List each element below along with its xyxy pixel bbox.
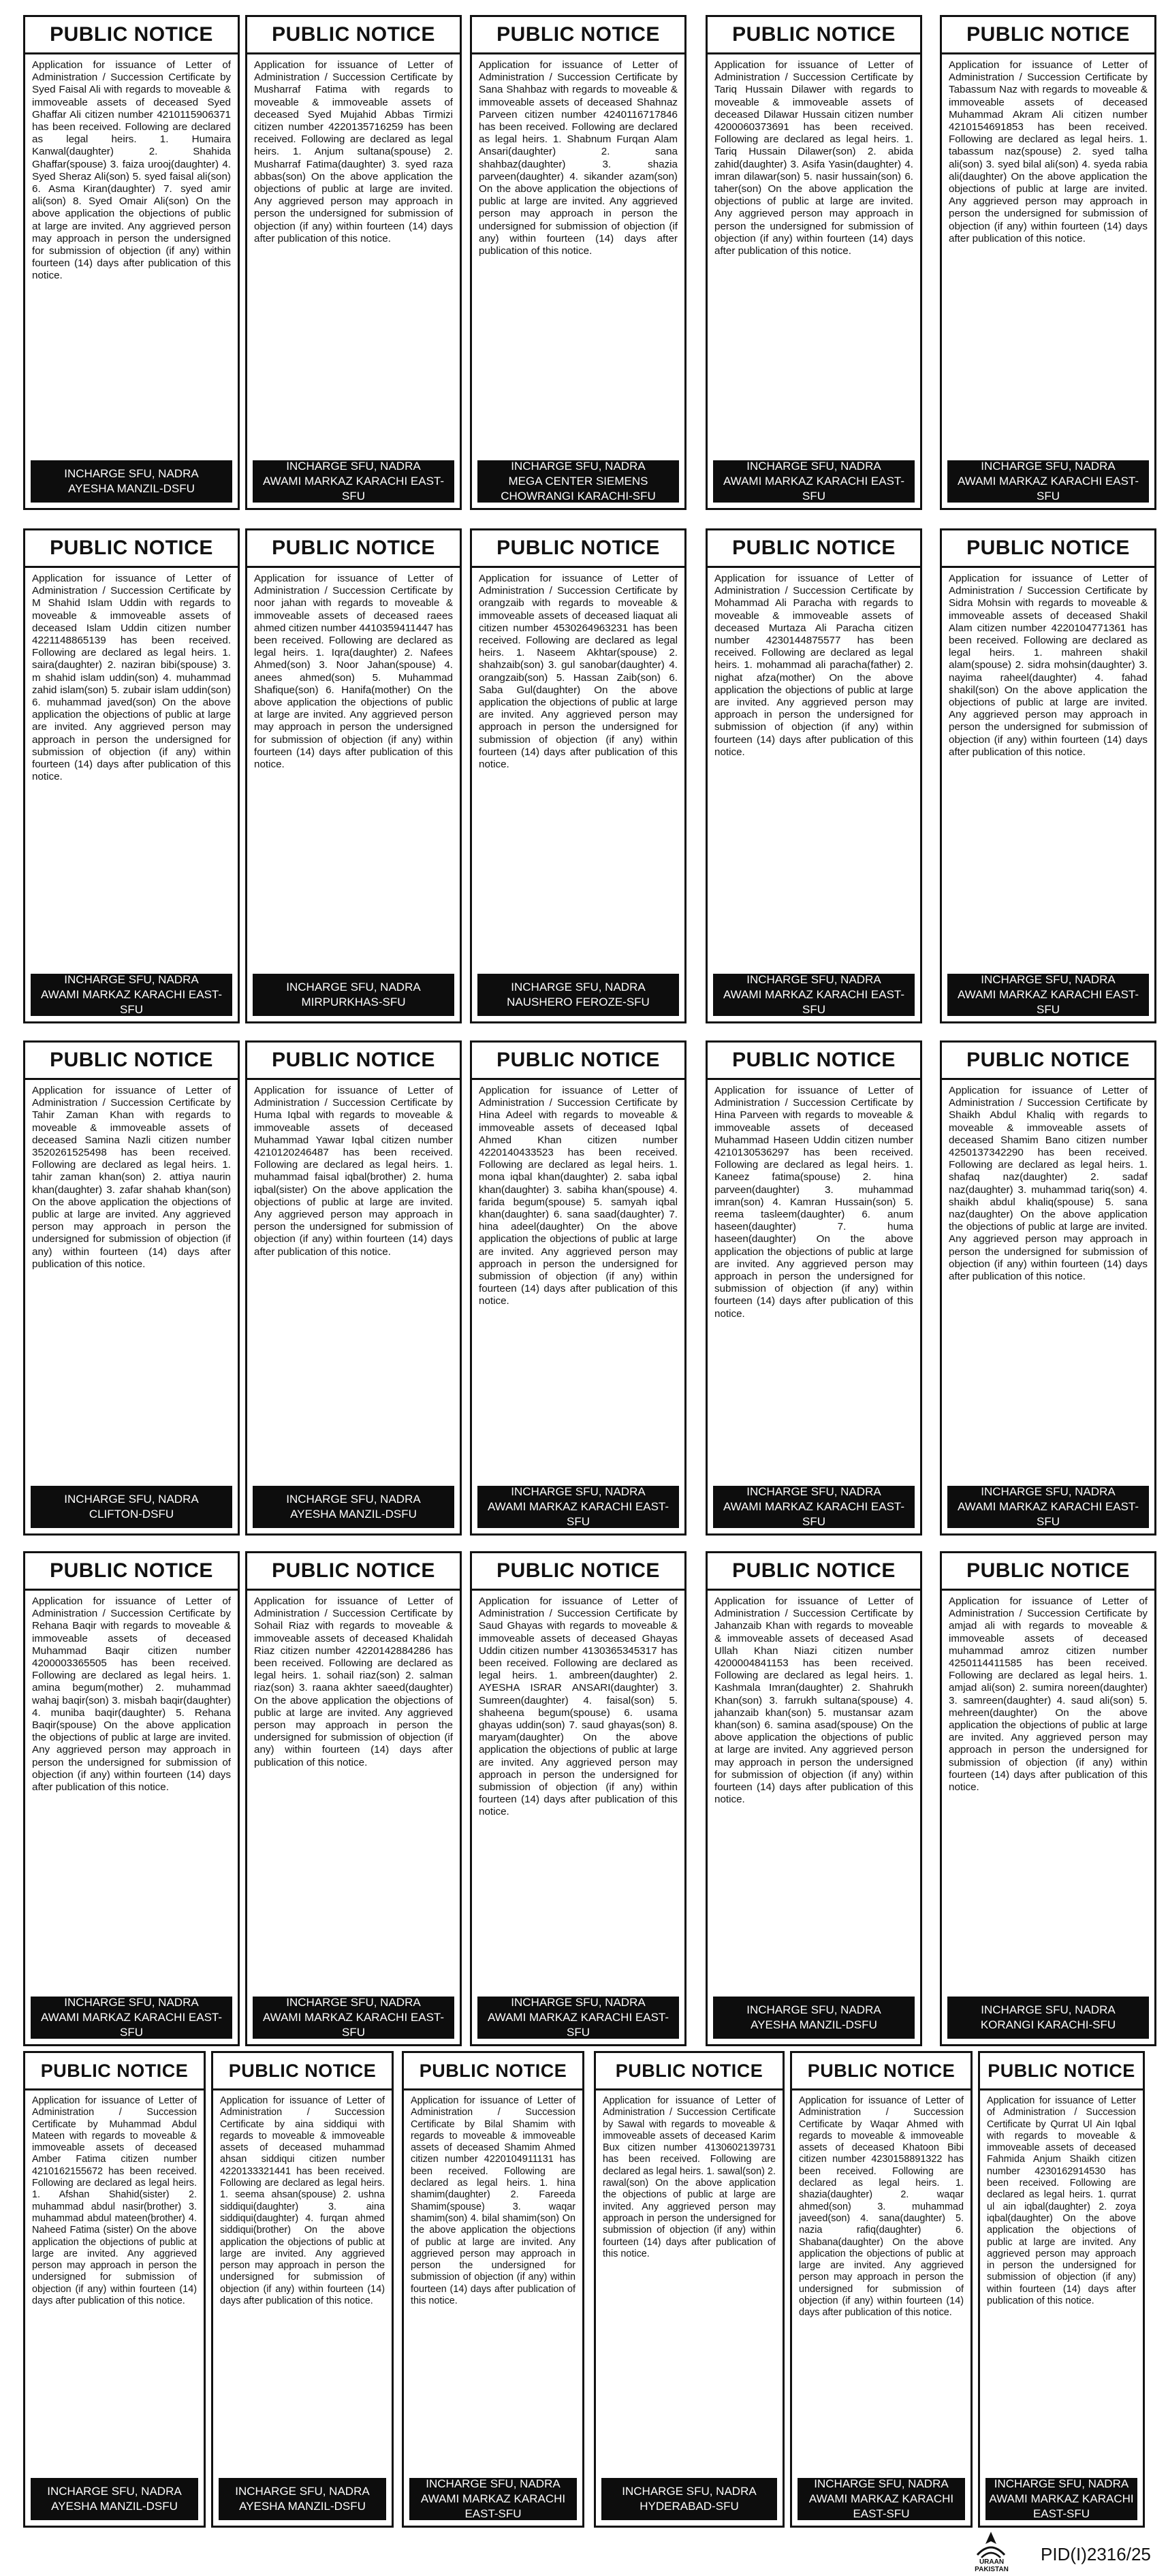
notice-footer bbox=[601, 2478, 777, 2520]
public-notice-card bbox=[978, 2051, 1145, 2528]
logo-text: URAAN PAKISTAN bbox=[975, 2558, 1009, 2573]
notice-footer-line1: INCHARGE SFU, NADRA bbox=[511, 1996, 646, 2009]
notice-title: PUBLIC NOTICE bbox=[708, 1553, 920, 1591]
public-notice-card bbox=[245, 528, 462, 1023]
notice-title: PUBLIC NOTICE bbox=[25, 17, 238, 54]
notice-footer-line1: INCHARGE SFU, NADRA bbox=[64, 973, 199, 986]
notice-title: PUBLIC NOTICE bbox=[25, 1553, 238, 1591]
notice-footer-line2: AYESHA MANZIL-DSFU bbox=[51, 2500, 178, 2513]
notice-footer-line2: AWAMI MARKAZ KARACHI EAST-SFU bbox=[262, 2011, 445, 2039]
notice-title: PUBLIC NOTICE bbox=[247, 17, 460, 54]
notice-title: PUBLIC NOTICE bbox=[792, 2053, 970, 2090]
notice-footer bbox=[31, 974, 232, 1016]
notice-title: PUBLIC NOTICE bbox=[25, 530, 238, 568]
notice-footer-line1: INCHARGE SFU, NADRA bbox=[64, 1996, 199, 2009]
notice-footer-line1: INCHARGE SFU, NADRA bbox=[511, 460, 646, 473]
notice-footer-line2: AWAMI MARKAZ KARACHI EAST-SFU bbox=[957, 1500, 1139, 1528]
pid-number: PID(I)2316/25 bbox=[1041, 2544, 1151, 2564]
public-notice-card bbox=[245, 15, 462, 510]
notice-body: Application for issuance of Letter of Administration / Succession Certificate by Mohammad Ali Paracha with regards to moveable & immoveable assets of deceased Murtaza Ali Paracha citizen number 4230144875577 has been received. Following are declared as legal heirs. 1. mohammad ali paracha(father) 2. nighat afza(mother) On the above application the objections of public at large are invited. Any aggrieved person may approach in person the undersigned for submission of objection (if any) within fourteen (14) days after publication of this notice. bbox=[714, 573, 913, 758]
notice-body: Application for issuance of Letter of Administration / Succession Certificate by Sidra Mohsin with regards to moveable & immoveable assets of deceased Shakil Alam citizen number 4220104771361 has been received. Following are declared as legal heirs. 1. mahreen shakil alam(spouse) 2. sidra mohsin(daughter) 3. nayima raheel(daughter) 4. fahad shakil(son) On the above application the objections of public at large are invited. Any aggrieved person may approach in person the undersigned for submission of objection (if any) within fourteen (14) days after publication of this notice. bbox=[949, 573, 1148, 758]
notice-footer-line1: INCHARGE SFU, NADRA bbox=[746, 2003, 881, 2016]
notice-footer bbox=[477, 1997, 679, 2039]
notice-footer bbox=[477, 1486, 679, 1528]
notice-body: Application for issuance of Letter of Administration / Succession Certificate by aina siddiqui with regards to moveable & immoveable assets of deceased muhammad ahsan siddiqui citizen number 4220133321441 has been received. Following are declared as legal heirs. 1. seema ahsan(spouse) 2. ushna siddiqui(daughter) 3. aina siddiqui(daughter) 4. furqan ahmed siddiqui(brother) On the above application the objections of public at large are invited. Any aggrieved person may approach in person the undersigned for submission of objection (if any) within fourteen (14) days after publication of this notice. bbox=[220, 2095, 385, 2307]
notice-footer bbox=[713, 460, 915, 503]
notice-body: Application for issuance of Letter of Administration / Succession Certificate by Syed Faisal Ali with regards to moveable & immoveable assets of deceased Syed Ghaffar Ali citizen number 4210115906371 has been received. Following are declared as legal heirs. 1. Humaira Kanwal(daughter) 2. Shahida Ghaffar(spouse) 3. faiza urooj(daughter) 4. Syed Sheraz Ali(son) 5. syed faisal ali(son) 6. Asma Kiran(daughter) 7. syed amir ali(son) 8. Syed Omair Ali(son) On the above application the objections of public at large are invited. Any aggrieved person may approach in person the undersigned for submission of objection (if any) within fourteen (14) days after publication of this notice. bbox=[32, 59, 231, 282]
notice-footer-line2: NAUSHERO FEROZE-SFU bbox=[507, 996, 650, 1008]
notice-footer-line2: AWAMI MARKAZ KARACHI EAST-SFU bbox=[262, 475, 445, 503]
notice-footer bbox=[253, 1997, 454, 2039]
public-notice-card bbox=[23, 2051, 206, 2528]
notice-footer-line1: INCHARGE SFU, NADRA bbox=[235, 2485, 370, 2498]
notice-footer bbox=[31, 1997, 232, 2039]
notice-body: Application for issuance of Letter of Administration / Succession Certificate by orangzaib with regards to moveable & immoveable assets of deceased liaquat ali citizen number 4530264963231 has been received. Following are declared as legal heirs. 1. Naseem Akhtar(spouse) 2. shahzaib(son) 3. gul sanobar(daughter) 4. orangzaib(son) 5. Hassan Zaib(son) 6. Saba Gul(daughter) On the above application the objections of public at large are invited. Any aggrieved person may approach in person the undersigned for submission of objection (if any) within fourteen (14) days after publication of this notice. bbox=[479, 573, 678, 771]
notice-footer-line1: INCHARGE SFU, NADRA bbox=[511, 981, 646, 993]
notice-title: PUBLIC NOTICE bbox=[708, 530, 920, 568]
notice-footer-line2: MIRPURKHAS-SFU bbox=[301, 996, 406, 1008]
public-notice-card bbox=[23, 528, 240, 1023]
public-notice-card bbox=[470, 15, 686, 510]
notice-footer-line1: INCHARGE SFU, NADRA bbox=[994, 2477, 1129, 2490]
public-notice-card bbox=[706, 15, 922, 510]
public-notice-card bbox=[470, 1040, 686, 1536]
notice-title: PUBLIC NOTICE bbox=[247, 530, 460, 568]
public-notice-card bbox=[245, 1040, 462, 1536]
notice-footer bbox=[713, 1997, 915, 2039]
notice-footer-line1: INCHARGE SFU, NADRA bbox=[981, 1485, 1116, 1498]
notice-body: Application for issuance of Letter of Administration / Succession Certificate by noor jahan with regards to moveable & immoveable assets of deceased raees ahmed citizen number 4410359411447 has been received. Following are declared as legal heirs. 1. Iqra(daughter) 2. Nafees Ahmed(son) 3. Noor Jahan(spouse) 4. anees ahmed(son) 5. Muhammad Shafique(son) 6. Hanifa(mother) On the above application the objections of public at large are invited. Any aggrieved person may approach in person the undersigned for submission of objection (if any) within fourteen (14) days after publication of this notice. bbox=[254, 573, 453, 771]
notice-title: PUBLIC NOTICE bbox=[942, 1043, 1154, 1080]
notice-footer bbox=[477, 460, 679, 503]
notice-title: PUBLIC NOTICE bbox=[247, 1553, 460, 1591]
notice-title: PUBLIC NOTICE bbox=[942, 530, 1154, 568]
notice-footer bbox=[477, 974, 679, 1016]
public-notice-card bbox=[940, 1551, 1156, 2046]
public-notice-card bbox=[940, 1040, 1156, 1536]
notice-title: PUBLIC NOTICE bbox=[25, 1043, 238, 1080]
public-notice-card bbox=[706, 528, 922, 1023]
notice-footer-line1: INCHARGE SFU, NADRA bbox=[511, 1485, 646, 1498]
notice-title: PUBLIC NOTICE bbox=[404, 2053, 582, 2090]
notice-footer bbox=[798, 2478, 965, 2520]
notice-footer bbox=[947, 1997, 1149, 2039]
notice-footer bbox=[31, 1486, 232, 1528]
notice-footer-line1: INCHARGE SFU, NADRA bbox=[286, 981, 421, 993]
notice-body: Application for issuance of Letter of Administration / Succession Certificate by Jahanzaib Khan with regards to moveable & immoveable assets of deceased Asad Ullah Khan Niazi citizen number 4200004841153 has been received. Following are declared as legal heirs. 1. Kashmala Imran(daughter) 2. Shahrukh Khan(son) 3. farrukh sultana(spouse) 4. jahanzaib khan(son) 5. mustansar azam khan(son) 6. samina asad(spouse) On the above application the objections of public at large are invited. Any aggrieved person may approach in person the undersigned for submission of objection (if any) within fourteen (14) days after publication of this notice. bbox=[714, 1595, 913, 1806]
notice-body: Application for issuance of Letter of Administration / Succession Certificate by Tabassum Naz with regards to moveable & immoveable assets of deceased Muhammad Akram Ali citizen number 4210154691853 has been received. Following are declared as legal heirs. 1. tabassum naz(spouse) 2. syed talha ali(son) 3. syed bilal ali(son) 4. syeda rabia ali(daughter) On the above application the objections of public at large are invited. Any aggrieved person may approach in person the undersigned for submission of objection (if any) within fourteen (14) days after publication of this notice. bbox=[949, 59, 1148, 244]
notice-footer-line1: INCHARGE SFU, NADRA bbox=[981, 973, 1116, 986]
notice-footer-line1: INCHARGE SFU, NADRA bbox=[981, 460, 1116, 473]
notice-body: Application for issuance of Letter of Administration / Succession Certificate by Sawal with regards to moveable & immoveable assets of deceased Karim Bux citizen number 4130602139731 has been received. Following are declared as legal heirs. 1. sawal(son) 2. rawal(son) On the above application the objections of public at large are invited. Any aggrieved person may approach in person the undersigned for submission of objection (if any) within fourteen (14) days after publication of this notice. bbox=[603, 2095, 776, 2259]
notice-footer-line2: KORANGI KARACHI-SFU bbox=[980, 2018, 1116, 2031]
notice-footer bbox=[31, 2478, 198, 2520]
public-notice-card bbox=[706, 1040, 922, 1536]
notice-title: PUBLIC NOTICE bbox=[472, 530, 684, 568]
notice-body: Application for issuance of Letter of Administration / Succession Certificate by Tahir Zaman Khan with regards to moveable & immoveable assets of deceased Samina Nazli citizen number 3520261525498 has been received. Following are declared as legal heirs. 1. tahir zaman khan(son) 2. attiya naurin khan(daughter) 3. zafar shahab khan(son) On the above application the objections of public at large are invited. Any aggrieved person may approach in person the undersigned for submission of objection (if any) within fourteen (14) days after publication of this notice. bbox=[32, 1085, 231, 1270]
notice-footer-line2: AWAMI MARKAZ KARACHI EAST-SFU bbox=[723, 1500, 905, 1528]
notice-body: Application for issuance of Letter of Administration / Succession Certificate by Sohail Riaz with regards to moveable & immoveable assets of deceased Khalidah Riaz citizen number 4220142884286 has been received. Following are declared as legal heirs. 1. sohail riaz(son) 2. salman riaz(son) 3. raana akhter saeed(daughter) On the above application the objections of public at large are invited. Any aggrieved person may approach in person the undersigned for submission of objection (if any) within fourteen (14) days after publication of this notice. bbox=[254, 1595, 453, 1768]
notice-footer-line2: AWAMI MARKAZ KARACHI EAST-SFU bbox=[420, 2492, 566, 2520]
notice-title: PUBLIC NOTICE bbox=[472, 1043, 684, 1080]
public-notice-card bbox=[23, 1040, 240, 1536]
public-notice-card bbox=[790, 2051, 973, 2528]
notice-title: PUBLIC NOTICE bbox=[942, 1553, 1154, 1591]
notice-footer bbox=[985, 2478, 1137, 2520]
notice-body: Application for issuance of Letter of Administration / Succession Certificate by Musharraf Fatima with regards to moveable & immoveable assets of deceased Syed Mujahid Abbas Tirmizi citizen number 4220135716259 has been received. Following are declared as legal heirs. 1. Anjum sultana(spouse) 2. Musharraf Fatima(daughter) 3. syed raza abbas(son) On the above application the objections of public at large are invited. Any aggrieved person may approach in person the undersigned for submission of objection (if any) within fourteen (14) days after publication of this notice. bbox=[254, 59, 453, 244]
notice-footer bbox=[31, 460, 232, 503]
notice-footer-line2: AWAMI MARKAZ KARACHI EAST-SFU bbox=[957, 988, 1139, 1016]
notice-footer-line2: AWAMI MARKAZ KARACHI EAST-SFU bbox=[487, 1500, 669, 1528]
notice-footer bbox=[713, 1486, 915, 1528]
public-notice-card bbox=[23, 1551, 240, 2046]
notice-footer-line2: HYDERABAD-SFU bbox=[640, 2500, 739, 2513]
notice-footer bbox=[253, 974, 454, 1016]
notice-body: Application for issuance of Letter of Administration / Succession Certificate by Hina Adeel with regards to moveable & immoveable assets of deceased Iqbal Ahmed Khan citizen number 4220140433523 has been received. Following are declared as legal heirs. 1. mona iqbal khan(daughter) 2. saba iqbal khan(daughter) 3. sabiha khan(spouse) 4. farida begum(spouse) 5. samyah iqbal khan(daughter) 6. sana saad(daughter) 7. hina adeel(daughter) On the above application the objections of public at large are invited. Any aggrieved person may approach in person the undersigned for submission of objection (if any) within fourteen (14) days after publication of this notice. bbox=[479, 1085, 678, 1307]
public-notice-card bbox=[402, 2051, 584, 2528]
notice-body: Application for issuance of Letter of Administration / Succession Certificate by Muhammad Abdul Mateen with regards to moveable & immoveable assets of deceased Amber Fatima citizen number 4210162155672 has been received. Following are declared as legal heirs. 1. Afshan Shahid(sister) 2. muhammad abdul nasir(brother) 3. muhammad abdul mateen(brother) 4. Naheed Fatima (sister) On the above application the objections of public at large are invited. Any aggrieved person may approach in person the undersigned for submission of objection (if any) within fourteen (14) days after publication of this notice. bbox=[32, 2095, 197, 2307]
notice-footer-line2: AWAMI MARKAZ KARACHI EAST-SFU bbox=[957, 475, 1139, 503]
notice-footer-line2: AYESHA MANZIL-DSFU bbox=[290, 1508, 417, 1521]
notice-footer bbox=[947, 460, 1149, 503]
notice-footer-line1: INCHARGE SFU, NADRA bbox=[64, 1493, 199, 1506]
notice-footer-line2: AYESHA MANZIL-DSFU bbox=[68, 482, 195, 495]
public-notice-card bbox=[23, 15, 240, 510]
notice-title: PUBLIC NOTICE bbox=[25, 2053, 204, 2090]
notice-body: Application for issuance of Letter of Administration / Succession Certificate by Huma Iqbal with regards to moveable & immoveable assets of deceased Muhammad Yawar Iqbal citizen number 4210120246487 has been received. Following are declared as legal heirs. 1. muhammad faisal iqbal(brother) 2. huma iqbal(sister) On the above application the objections of public at large are invited. Any aggrieved person may approach in person the undersigned for submission of objection (if any) within fourteen (14) days after publication of this notice. bbox=[254, 1085, 453, 1258]
notice-title: PUBLIC NOTICE bbox=[708, 17, 920, 54]
notice-footer-line2: AYESHA MANZIL-DSFU bbox=[239, 2500, 366, 2513]
notice-title: PUBLIC NOTICE bbox=[980, 2053, 1143, 2090]
public-notice-card bbox=[470, 1551, 686, 2046]
public-notice-card bbox=[940, 528, 1156, 1023]
notice-body: Application for issuance of Letter of Administration / Succession Certificate by Saud Ghayas with regards to moveable & immoveable assets of deceased Ghayas Uddin citizen number 4130365345317 has been received. Following are declared as legal heirs. 1. ambreen(daughter) 2. AYESHA ISRAR ANSARI(daughter) 3. Sumreen(daughter) 4. faisal(son) 5. shaheena begum(spouse) 6. usama ghayas uddin(son) 7. saud ghayas(son) 8. maryam(daughter) On the above application the objections of public at large are invited. Any aggrieved person may approach in person the undersigned for submission of objection (if any) within fourteen (14) days after publication of this notice. bbox=[479, 1595, 678, 1818]
notice-title: PUBLIC NOTICE bbox=[708, 1043, 920, 1080]
notice-body: Application for issuance of Letter of Administration / Succession Certificate by Shaikh Abdul Khaliq with regards to moveable & immoveable assets of deceased Shamim Bano citizen number 4250137342290 has been received. Following are declared as legal heirs. 1. shafaq naz(daughter) 2. sadaf naz(daughter) 3. muhammad tariq(son) 4. shaikh abdul khaliq(spouse) 5. sana naz(daughter) On the above application the objections of public at large are invited. Any aggrieved person may approach in person the undersigned for submission of objection (if any) within fourteen (14) days after publication of this notice. bbox=[949, 1085, 1148, 1283]
notice-footer-line2: AYESHA MANZIL-DSFU bbox=[751, 2018, 877, 2031]
public-notice-card bbox=[940, 15, 1156, 510]
notice-body: Application for issuance of Letter of Administration / Succession Certificate by Tariq Hussain Dilawer with regards to moveable & immoveable assets of deceased Dilawar Hussain citizen number 4200060373691 has been received. Following are declared as legal heirs. 1. Tariq Hussain Dilawer(son) 2. abida zahid(daughter) 3. Asifa Yasin(daughter) 4. imran dilawar(son) 5. nasir hussain(son) 6. taher(son) On the above application the objections of public at large are invited. Any aggrieved person may approach in person the undersigned for submission of objection (if any) within fourteen (14) days after publication of this notice. bbox=[714, 59, 913, 257]
public-notice-card bbox=[470, 528, 686, 1023]
notice-footer-line1: INCHARGE SFU, NADRA bbox=[47, 2485, 182, 2498]
notice-body: Application for issuance of Letter of Administration / Succession Certificate by Qurrat Ul Ain Iqbal with regards to moveable & immoveable assets of deceased Fahmida Anjum Shaikh citizen number 4230162914530 has been received. Following are declared as legal heirs. 1. qurrat ul ain iqbal(daughter) 2. zoya iqbal(daughter) On the above application the objections of public at large are invited. Any aggrieved person may approach in person the undersigned for submission of objection (if any) within fourteen (14) days after publication of this notice. bbox=[987, 2095, 1136, 2307]
notice-footer bbox=[253, 460, 454, 503]
notice-footer-line2: AWAMI MARKAZ KARACHI EAST-SFU bbox=[723, 988, 905, 1016]
notice-title: PUBLIC NOTICE bbox=[247, 1043, 460, 1080]
notice-footer bbox=[409, 2478, 577, 2520]
public-notice-card bbox=[245, 1551, 462, 2046]
notice-footer-line1: INCHARGE SFU, NADRA bbox=[981, 2003, 1116, 2016]
notice-footer-line1: INCHARGE SFU, NADRA bbox=[746, 1485, 881, 1498]
notice-footer-line2: MEGA CENTER SIEMENS CHOWRANGI KARACHI-SFU bbox=[501, 475, 656, 503]
notice-footer bbox=[219, 2478, 386, 2520]
notice-body: Application for issuance of Letter of Administration / Succession Certificate by Rehana Baqir with regards to moveable & immoveable assets of deceased Muhammad Baqir citizen number 4200003365505 has been received. Following are declared as legal heirs. 1. amina begum(mother) 2. muhammad wahaj baqir(son) 3. misbah baqir(daughter) 4. muniba baqir(daughter) 5. Rehana Baqir(spouse) On the above application the objections of public at large are invited. Any aggrieved person may approach in person the undersigned for submission of objection (if any) within fourteen (14) days after publication of this notice. bbox=[32, 1595, 231, 1794]
notice-footer-line2: AWAMI MARKAZ KARACHI EAST-SFU bbox=[989, 2492, 1134, 2520]
public-notice-card bbox=[594, 2051, 785, 2528]
notice-body: Application for issuance of Letter of Administration / Succession Certificate by Sana Shahbaz with regards to moveable & immoveable assets of deceased Shahnaz Parveen citizen number 4240116717846 has been received. Following are declared as legal heirs. 1. Shabnum Furqan Alam Ansari(daughter) 2. sana shahbaz(daughter) 3. shazia parveen(daughter) 4. sikander azam(son) On the above application the objections of public at large are invited. Any aggrieved person may approach in person the undersigned for submission of objection (if any) within fourteen (14) days after publication of this notice. bbox=[479, 59, 678, 257]
notice-title: PUBLIC NOTICE bbox=[213, 2053, 392, 2090]
notice-footer bbox=[253, 1486, 454, 1528]
notice-footer-line2: AWAMI MARKAZ KARACHI EAST-SFU bbox=[808, 2492, 954, 2520]
notice-footer-line1: INCHARGE SFU, NADRA bbox=[746, 460, 881, 473]
notice-footer bbox=[713, 974, 915, 1016]
notice-title: PUBLIC NOTICE bbox=[596, 2053, 783, 2090]
notice-footer-line2: CLIFTON-DSFU bbox=[89, 1508, 174, 1521]
notice-body: Application for issuance of Letter of Administration / Succession Certificate by M Shahid Islam Uddin with regards to moveable & immoveable assets of deceased Islam Uddin citizen number 4221148865139 has been received. Following are declared as legal heirs. 1. saira(daughter) 2. naziran bibi(spouse) 3. m shahid islam uddin(son) 4. muhammad zahid islam(son) 5. zubair islam uddin(son) 6. muhammad javed(son) On the above application the objections of public at large are invited. Any aggrieved person may approach in person the undersigned for submission of objection (if any) within fourteen (14) days after publication of this notice. bbox=[32, 573, 231, 783]
notice-footer-line2: AWAMI MARKAZ KARACHI EAST-SFU bbox=[40, 988, 223, 1016]
notice-title: PUBLIC NOTICE bbox=[942, 17, 1154, 54]
notice-footer-line1: INCHARGE SFU, NADRA bbox=[746, 973, 881, 986]
notice-title: PUBLIC NOTICE bbox=[472, 1553, 684, 1591]
notice-footer-line2: AWAMI MARKAZ KARACHI EAST-SFU bbox=[40, 2011, 223, 2039]
notice-footer-line2: AWAMI MARKAZ KARACHI EAST-SFU bbox=[487, 2011, 669, 2039]
public-notice-card bbox=[211, 2051, 394, 2528]
notice-footer-line1: INCHARGE SFU, NADRA bbox=[64, 467, 199, 480]
notice-body: Application for issuance of Letter of Administration / Succession Certificate by Bilal Shamim with regards to moveable & immoveable assets of deceased Shamim Ahmed citizen number 4220104911131 has been received. Following are declared as legal heirs. 1. hina shamim(daughter) 2. Fareeda Shamim(spouse) 3. waqar shamim(son) 4. bilal shamim(son) On the above application the objections of public at large are invited. Any aggrieved person may approach in person the undersigned for submission of objection (if any) within fourteen (14) days after publication of this notice. bbox=[411, 2095, 575, 2307]
notice-footer-line1: INCHARGE SFU, NADRA bbox=[286, 1996, 421, 2009]
notice-title: PUBLIC NOTICE bbox=[472, 17, 684, 54]
notice-body: Application for issuance of Letter of Administration / Succession Certificate by amjad ali with regards to moveable & immoveable assets of deceased muhammad amroz citizen number 4250114411585 has been received. Following are declared as legal heirs. 1. amjad ali(son) 2. sumira noreen(daughter) 3. samreen(daughter) 4. saud ali(son) 5. mehreen(daughter) On the above application the objections of public at large are invited. Any aggrieved person may approach in person the undersigned for submission of objection (if any) within fourteen (14) days after publication of this notice. bbox=[949, 1595, 1148, 1794]
public-notice-card bbox=[706, 1551, 922, 2046]
notice-body: Application for issuance of Letter of Administration / Succession Certificate by Hina Parveen with regards to moveable & immoveable assets of deceased Muhammad Haseen Uddin citizen number 4210130536297 has been received. Following are declared as legal heirs. 1. Kaneez fatima(spouse) 2. hina parveen(daughter) 3. muhammad imran(son) 4. Kamran Hussain(son) 5. reema tasleem(daughter) 6. anum haseen(daughter) 7. huma haseen(daughter) On the above application the objections of public at large are invited. Any aggrieved person may approach in person the undersigned for submission of objection (if any) within fourteen (14) days after publication of this notice. bbox=[714, 1085, 913, 1320]
notice-footer-line1: INCHARGE SFU, NADRA bbox=[286, 1493, 421, 1506]
notice-footer-line1: INCHARGE SFU, NADRA bbox=[814, 2477, 949, 2490]
notice-footer bbox=[947, 974, 1149, 1016]
notice-footer-line2: AWAMI MARKAZ KARACHI EAST-SFU bbox=[723, 475, 905, 503]
notice-footer-line1: INCHARGE SFU, NADRA bbox=[622, 2485, 757, 2498]
notice-footer-line1: INCHARGE SFU, NADRA bbox=[286, 460, 421, 473]
notice-body: Application for issuance of Letter of Administration / Succession Certificate by Waqar Ahmed with regards to moveable & immoveable assets of deceased Khatoon Bibi citizen number 4230158891322 has been received. Following are declared as legal heirs. 1. shazia(daughter) 2. waqar ahmed(son) 3. muhammad javeed(son) 4. sana(daughter) 5. nazia rafiq(daughter) 6. Shabana(daughter) On the above application the objections of public at large are invited. Any aggrieved person may approach in person the undersigned for submission of objection (if any) within fourteen (14) days after publication of this notice. bbox=[799, 2095, 964, 2319]
notice-footer bbox=[947, 1486, 1149, 1528]
notice-footer-line1: INCHARGE SFU, NADRA bbox=[426, 2477, 561, 2490]
